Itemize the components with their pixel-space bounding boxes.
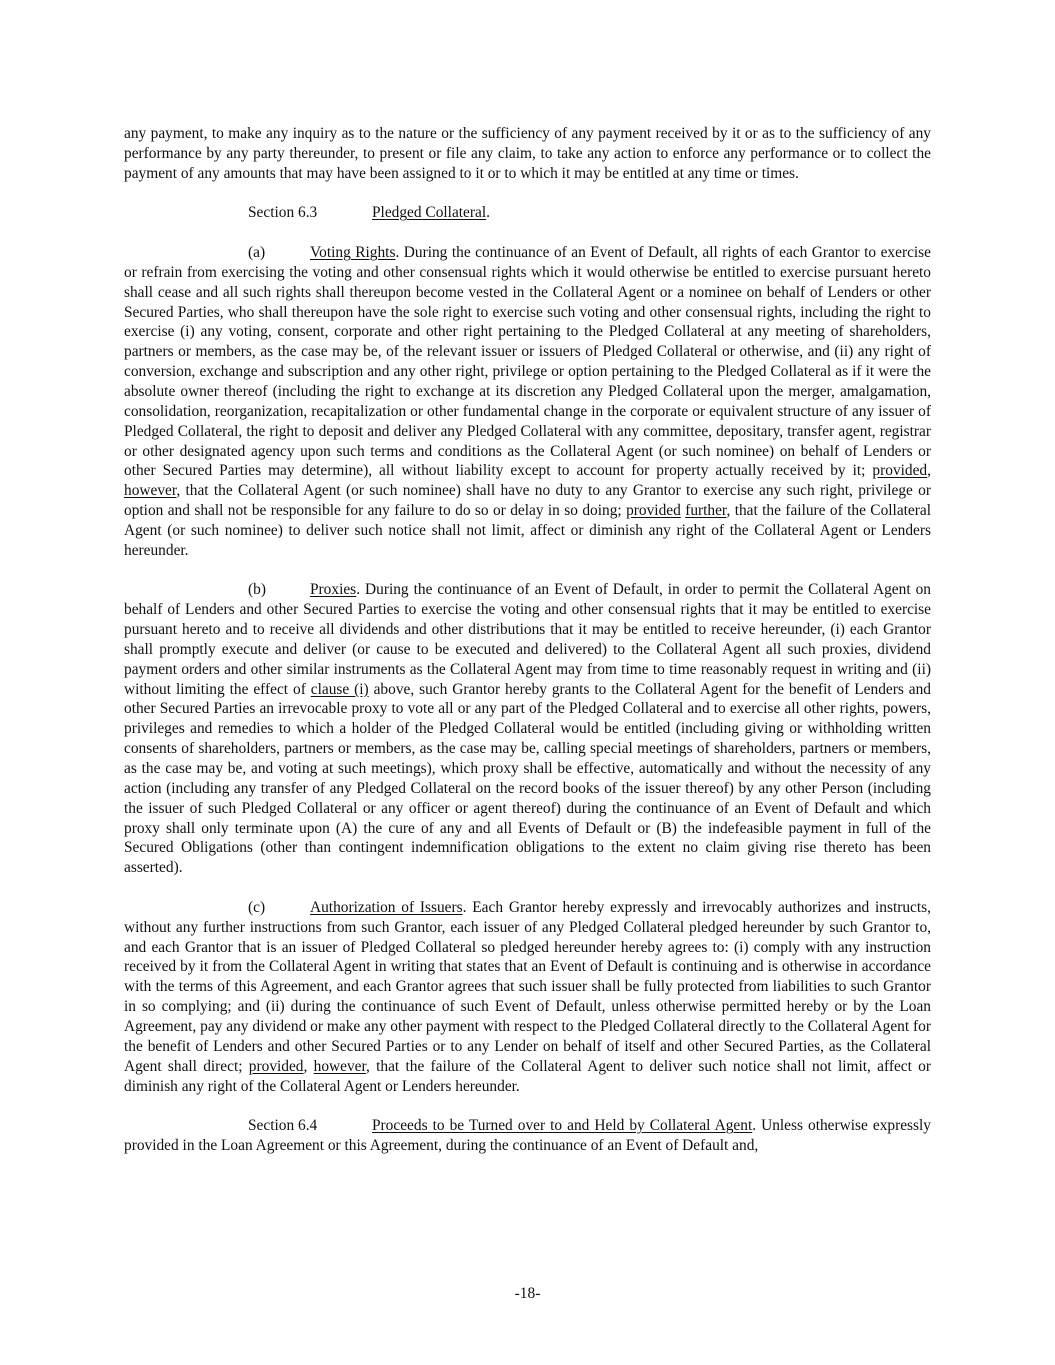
section-6-4-paragraph: Section 6.4 Proceeds to be Turned over to and Held by Collateral Agent. Unless otherwise expressly provided in the Loan Agreement or this Agreement, during the continuance of an Event of Default and, [124,1117,931,1155]
section-number: Section 6.4 [248,1117,318,1135]
paragraph-heading: Proxies [310,581,357,599]
paragraph-heading: Authorization of Issuers [310,898,463,916]
paragraph-b-proxies: (b) Proxies. During the continuance of an Event of Default, in order to permit the Collateral Agent on behalf of Lenders and other Secured Parties to exercise the voting and other consensual rights that it may be entitled to exercise pursuant hereto and to receive all dividends and other distributions that it may be entitled to receive hereunder, (i) each Grantor shall promptly execute and deliver (or cause to be executed and delivered) to the Collateral Agent all such proxies, dividend payment orders and other similar instruments as the Collateral Agent may from time to time reasonably request in writing and (ii) without limiting the effect of clause (i) above, such Grantor hereby grants to the Collateral Agent for the benefit of Lenders and other Secured Parties an irrevocable proxy to vote all or any part of the Pledged Collateral and to exercise all other rights, powers, privileges and remedies to which a holder of the Pledged Collateral would be entitled (including giving or withholding written consents of shareholders, partners or members, as the case may be, calling special meetings of shareholders, partners or members, as the case may be, and voting at such meetings), which proxy shall be effective, automatically and without the necessity of any action (including any transfer of any Pledged Collateral on the record books of the issuer thereof) by any other Person (including the issuer of such Pledged Collateral or any officer or agent thereof) during the continuance of an Event of Default and which proxy shall only terminate upon (A) the cure of any and all Events of Default or (B) the indefeasible payment in full of the Secured Obligations (other than contingent indemnification obligations to the extent no claim giving rise thereto has been asserted). [124,581,932,877]
continuation-paragraph [124,124,931,184]
paragraph-c-authorization-of-issuers: (c) Authorization of Issuers. Each Grantor hereby expressly and irrevocably authorizes and instructs, without any further instructions from such Grantor, each issuer of any Pledged Collateral pledged hereunder by such Grantor to, and each Grantor that is an issuer of Pledged Collateral so pledged hereunder hereby agrees to: (i) comply with any instruction received by it from the Collateral Agent in writing that states that an Event of Default is continuing and is otherwise in accordance with the terms of this Agreement, and each Grantor agrees that such issuer shall be fully protected from liabilities to such Grantor in so complying; and (ii) during the continuance of such Event of Default, unless otherwise permitted hereby or by the Loan Agreement, pay any dividend or make any other payment with respect to the Pledged Collateral directly to the Collateral Agent for the benefit of Lenders and other Secured Parties or to any Lender on behalf of itself and other Secured Parties, as the Collateral Agent shall direct; provided, however, that the failure of the Collateral Agent to deliver such notice shall not limit, affect or diminish any right of the Collateral Agent or Lenders hereunder. [124,898,931,1095]
paragraph-label: (c) [248,898,266,916]
section-title: Pledged Collateral [372,204,487,222]
document-page [124,124,931,1156]
paragraph-heading: Voting Rights [310,244,396,262]
clause-reference: clause (i) [310,680,369,698]
paragraph-label: (a) [248,244,266,262]
continuation-text: any payment, to make any inquiry as to the nature or the sufficiency of any payment received by it or as to the sufficiency of any performance by any party thereunder, to present or file any claim, to take any action to enforce any performance or to collect the payment of any amounts that may have been assigned to it or to which it may be entitled at any time or times. [124,125,931,182]
paragraph-a-voting-rights: (a) Voting Rights. During the continuance of an Event of Default, all rights of each Grantor to exercise or refrain from exercising the voting and other consensual rights which it would otherwise be entitled to exercise pursuant hereto shall cease and all such rights shall thereupon become vested in the Collateral Agent or a nominee on behalf of Lenders or other Secured Parties, who shall thereupon have the sole right to exercise such voting and other consensual rights, including the right to exercise (i) any voting, consent, corporate and other right pertaining to the Pledged Collateral at any meeting of shareholders, partners or members, as the case may be, of the relevant issuer or issuers of Pledged Collateral or otherwise, and (ii) any right of conversion, exchange and subscription and any other right, privilege or option pertaining to the Pledged Collateral as if it were the absolute owner thereof (including the right to exchange at its discretion any Pledged Collateral upon the merger, amalgamation, consolidation, reorganization, recapitalization or other fundamental change in the corporate or equivalent structure of any issuer of Pledged Collateral, the right to deposit and deliver any Pledged Collateral with any committee, depositary, transfer agent, registrar or other designated agency upon such terms and conditions as the Collateral Agent (or such nominee) on behalf of Lenders or other Secured Parties may determine), all without liability except to account for property actually received by it; provided, however, that the Collateral Agent (or such nominee) shall have no duty to any Grantor to exercise any such right, privilege or option and shall not be responsible for any failure to do so or delay in so doing; provided further, that the failure of the Collateral Agent (or such nominee) to deliver such notice shall not limit, affect or diminish any right of the Collateral Agent or Lenders hereunder. [124,244,931,559]
section-number: Section 6.3 [248,204,318,222]
paragraph-label: (b) [248,581,266,599]
page-number: -18- [514,1285,541,1302]
section-title: Proceeds to be Turned over to and Held by Collateral Agent [372,1117,753,1135]
section-6-3-heading: Section 6.3 Pledged Collateral. [248,204,490,222]
